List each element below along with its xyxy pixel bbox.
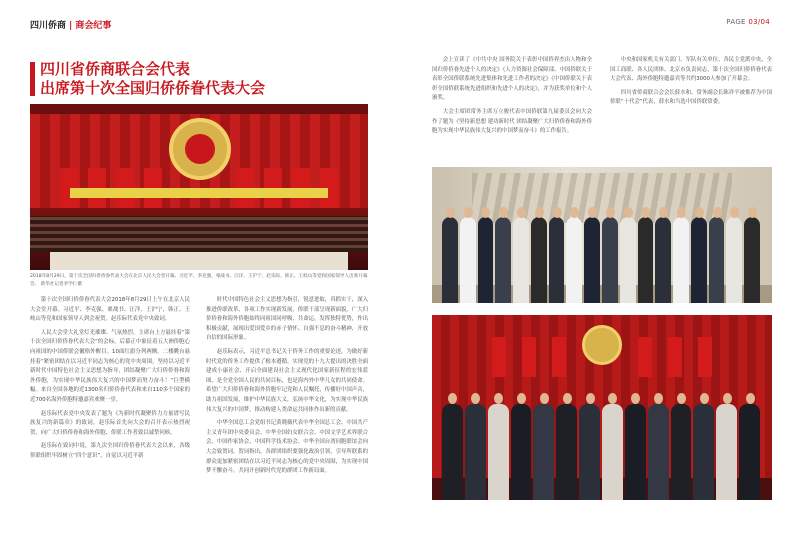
delegate-figure: [744, 217, 760, 303]
federation-emblem-icon: [169, 118, 231, 180]
delegate-head: [446, 207, 455, 218]
delegate-figure: [442, 217, 458, 303]
delegate-figure: [625, 404, 646, 500]
delegates-group-photo-2: [432, 315, 772, 500]
delegate-head: [563, 393, 572, 404]
delegate-figure: [716, 404, 737, 500]
delegate-figure: [556, 404, 577, 500]
congress-hall-photo: [30, 104, 368, 270]
delegate-figure: [691, 217, 707, 303]
delegate-figure: [620, 217, 636, 303]
delegate-figure: [579, 404, 600, 500]
page-header-right: [726, 18, 770, 26]
page-header-left: [30, 18, 111, 31]
delegate-figure: [533, 404, 554, 500]
delegate-head: [713, 207, 722, 218]
delegate-figure: [478, 217, 494, 303]
delegate-head: [677, 393, 686, 404]
delegate-figure: [671, 404, 692, 500]
delegate-head: [606, 207, 615, 218]
paragraph: 赵乐际代表党中央发表了题为《为新时代凝聚侨力力量谱写民族复兴的新篇章》的致词。赵乐际首先向大会的召开表示热烈祝贺，向广大归侨侨眷和海外侨胞、侨联工作者致以诚挚问候。: [30, 410, 190, 436]
delegate-figure: [602, 217, 618, 303]
delegate-head: [553, 207, 562, 218]
article-column-2: [206, 296, 368, 481]
magazine-name: 四川侨商: [30, 21, 67, 31]
title-line-2: 出席第十次全国归侨侨眷代表大会: [40, 79, 266, 97]
delegate-head: [464, 207, 473, 218]
delegate-figure: [655, 217, 671, 303]
title-line-1: 四川省侨商联合会代表: [40, 60, 191, 78]
delegate-figure: [709, 217, 725, 303]
delegate-head: [624, 207, 633, 218]
delegates-group-photo-1: [432, 167, 772, 303]
paragraph: 中华全国总工会党组书记黄晓薇代表中华全国总工会、中国共产主义青年团中央委员会、中华全国妇女联合会、中国文学艺术界联合会、中国作家协会、中国科学技术协会、中华全国台湾同胞联谊会向大会致贺词。贺词指出，各群团组织要强化政治引领，引导所联系的群众更加紧密团结在以习近平同志为核心的党中央周围，为实现中国梦不懈奋斗，共同开创新时代党的群团工作新局面。: [206, 420, 368, 475]
paragraph: 赵乐际表示，习近平总书记关于侨务工作的重要论述，为做好新时代党的侨务工作提供了根本遵循。实现党的十九大提出的决胜全面建成小康社会、开启全面建设社会主义现代化国家新征程的宏伟蓝图，是全党全国人民的共同目标，也是海内外中华儿女的共同使命。希望广大归侨侨眷和海外侨胞牢记党和人民嘱托，传播好中国声音，助力祖国发展，维护中华民族大义，弘扬中华文化，为实现中华民族伟大复兴的中国梦，推动构建人类命运共同体作出新的贡献。: [206, 348, 368, 413]
article-column-3: [432, 56, 592, 141]
header-separator: |: [69, 21, 73, 31]
paragraph: 中央和国家机关有关部门、军队有关单位、各民主党派中央、全国工商联、各人民团体、北京市负责同志，第十次全国归侨侨眷代表大会代表、海外侨胞特邀嘉宾等共约3000人参加了开幕会。: [610, 57, 772, 83]
paragraph: 时代中国特色社会主义思想为指引，锐意进取，真抓实干，深入推进侨联改革，各项工作实现新发展，侨联干部呈现新面貌。广大归侨侨眷和海外侨胞始终同祖国同呼吸、共命运，发挥独特优势，作出积极贡献，展现出爱国爱乡的赤子情怀、自强不息的奋斗精神、开放自信的国际形象。: [206, 297, 368, 342]
delegate-figure: [739, 404, 760, 500]
paragraph: 会上宣读了《中共中央 国务院关于表彰中国侨界杰出人物和全国归侨侨眷先进个人的决定》《人力资源社会保障部、中国侨联关于表彰全国侨联系统先进集体和先进工作者的决定》《中国侨联关于表彰全国侨联系统先进组织和先进个人的决定》，并为获奖单位和个人颁奖。: [432, 57, 592, 102]
delegate-figure: [602, 404, 623, 500]
delegate-figure: [693, 404, 714, 500]
paragraph: 人民大会堂大礼堂灯光璀璨、气氛热烈。主席台上方悬挂着“第十次全国归侨侨眷代表大会”的会标，后幕正中象征着五大洲侨胞心向祖国的中国侨联会徽格外醒目。10面红旗分列两侧。二楼眺台悬挂着“紧密团结在以习近平同志为核心的党中央周围，坚持以习近平新时代中国特色社会主义思想为指导，团结凝聚广大归侨侨眷和海外侨胞，为实现中华民族伟大复兴的中国梦而努力奋斗！”巨型横幅。来自全国各地的近1300名归侨侨眷代表和来自110多个国家的近700名海外侨胞特邀嘉宾欢聚一堂。: [30, 329, 190, 403]
congress-banner: [70, 188, 328, 198]
delegate-figure: [673, 217, 689, 303]
delegate-figure: [726, 217, 742, 303]
delegate-figure: [584, 217, 600, 303]
page-label: PAGE: [726, 18, 746, 26]
delegate-head: [677, 207, 686, 218]
delegate-figure: [566, 217, 582, 303]
paragraph: 四川省侨商联合会会长薛水和、常务副会长陈祥平被推荐为中国侨联“十代会”代表，薛水和当选中国侨联常委。: [610, 89, 772, 106]
delegate-figure: [513, 217, 529, 303]
delegate-head: [540, 393, 549, 404]
delegate-head: [700, 393, 709, 404]
delegate-figure: [488, 404, 509, 500]
paragraph: 大会主席团常务主席万立骏代表中国侨联第九届委员会向大会作了题为《坚持新思想 建功新时代 团结凝聚广大归侨侨眷和海外侨胞为实现中华民族伟大复兴的中国梦而奋斗》的工作报告。: [432, 108, 592, 135]
delegate-figure: [638, 217, 654, 303]
article-column-4: [610, 56, 772, 112]
delegate-figure: [465, 404, 486, 500]
photo-caption: 2018年8月29日，第十次全国归侨侨眷代表大会在北京人民大会堂开幕。习近平、李克强、栗战书、汪洋、王沪宁、赵乐际、韩正、王岐山等党和国家领导人出席开幕会。 新华社记者李学仁摄: [30, 274, 368, 287]
delegate-head: [695, 207, 704, 218]
paragraph: 赵乐际在致词中说，第九次全国归侨侨眷代表大会以来，各级侨联组织牢固树立“四个意识”，自觉以习近平新: [30, 443, 190, 459]
delegate-head: [746, 393, 755, 404]
delegate-figure: [549, 217, 565, 303]
federation-emblem-icon: [582, 325, 622, 365]
paragraph: 第十次全国归侨侨眷代表大会2018年8月29日上午在北京人民大会堂开幕。习近平、李克强、栗战书、汪洋、王沪宁、韩正、王岐山等党和国家领导人到会祝贺。赵乐际代表党中央致词。: [30, 297, 190, 323]
article-column-1: [30, 296, 190, 466]
section-name: 商会纪事: [75, 21, 112, 31]
delegate-figure: [460, 217, 476, 303]
delegate-head: [723, 393, 732, 404]
delegate-head: [517, 393, 526, 404]
delegate-figure: [648, 404, 669, 500]
delegate-figure: [531, 217, 547, 303]
delegate-figure: [442, 404, 463, 500]
delegate-figure: [511, 404, 532, 500]
delegate-head: [517, 207, 526, 218]
delegate-figure: [495, 217, 511, 303]
article-title: [40, 60, 265, 98]
delegate-head: [586, 393, 595, 404]
page-numbers: 03/04: [748, 18, 770, 26]
delegate-head: [535, 207, 544, 218]
title-accent-bar: [30, 62, 35, 96]
